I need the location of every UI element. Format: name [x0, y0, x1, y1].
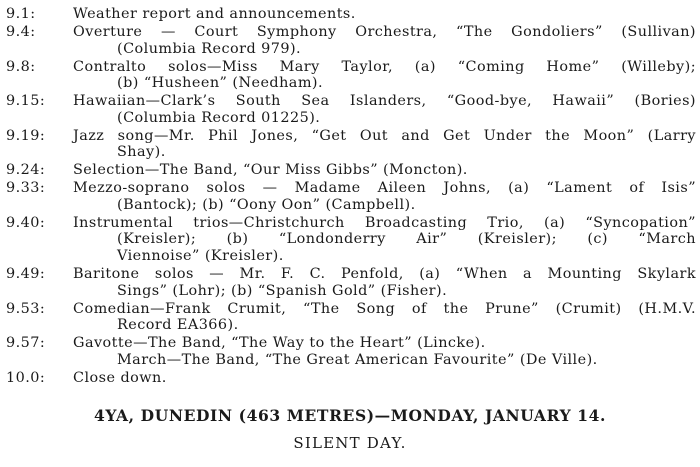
program-entry	[6, 301, 696, 334]
entry-time: 9.49:	[6, 266, 46, 283]
entry-text	[73, 24, 696, 57]
entry-line: Close down.	[73, 369, 167, 386]
entry-line: Baritone solos — Mr. F. C. Penfold, (a) “When a Mounting Skylark	[73, 266, 696, 283]
program-entry	[6, 180, 696, 213]
entry-line: (Columbia Record 01225).	[117, 109, 321, 126]
entry-line: Comedian—Frank Crumit, “The Song of the Prune” (Crumit) (H.M.V.	[73, 300, 696, 317]
entry-line: (Kreisler); (b) “Londonderry Air” (Kreisler); (c) “March	[117, 231, 696, 248]
entry-time: 10.0:	[6, 369, 46, 386]
entry-line: Instrumental trios—Christchurch Broadcasting Trio, (a) “Syncopation”	[73, 214, 696, 231]
entry-time: 9.19:	[6, 127, 46, 144]
program-listing	[6, 6, 696, 388]
entry-line: (Bantock); (b) “Oony Oon” (Campbell).	[117, 196, 416, 213]
entry-line: Overture — Court Symphony Orchestra, “The Gondoliers” (Sullivan)	[73, 23, 696, 40]
entry-text	[73, 215, 696, 265]
entry-line: Sings” (Lohr); (b) “Spanish Gold” (Fisher).	[117, 282, 448, 299]
entry-text	[73, 180, 696, 213]
entry-line: Record EA366).	[117, 317, 239, 334]
entry-time: 9.24:	[6, 162, 46, 179]
entry-time: 9.40:	[6, 214, 46, 231]
program-entry	[6, 59, 696, 92]
entry-text	[73, 301, 696, 334]
program-entry	[6, 335, 696, 368]
program-entry	[6, 266, 696, 299]
entry-text	[73, 370, 696, 387]
entry-text	[73, 335, 696, 368]
entry-time: 9.15:	[6, 93, 46, 110]
program-entry	[6, 93, 696, 126]
entry-text	[73, 59, 696, 92]
program-entry	[6, 162, 696, 179]
entry-line: Selection—The Band, “Our Miss Gibbs” (Moncton).	[73, 162, 468, 179]
entry-text	[73, 162, 696, 179]
entry-line: March—The Band, “The Great American Favourite” (De Ville).	[117, 351, 598, 368]
program-entry	[6, 370, 696, 387]
entry-text	[73, 6, 696, 23]
entry-text	[73, 128, 696, 161]
entry-line: Shay).	[117, 144, 166, 161]
entry-time: 9.53:	[6, 300, 46, 317]
entry-line: Contralto solos—Miss Mary Taylor, (a) “Coming Home” (Willeby);	[73, 58, 696, 75]
entry-time: 9.4:	[6, 23, 36, 40]
entry-time: 9.33:	[6, 180, 46, 197]
entry-line: Gavotte—The Band, “The Way to the Heart” (Lincke).	[73, 335, 486, 352]
entry-line: Viennoise” (Kreisler).	[117, 248, 284, 265]
program-entry	[6, 128, 696, 161]
program-entry	[6, 6, 696, 23]
entry-line: Hawaiian—Clark’s South Sea Islanders, “Good-bye, Hawaii” (Bories)	[73, 93, 696, 110]
entry-time: 9.1:	[6, 6, 36, 22]
program-entry	[6, 215, 696, 265]
entry-line: (Columbia Record 979).	[117, 40, 302, 57]
entry-line: Jazz song—Mr. Phil Jones, “Get Out and Get Under the Moon” (Larry	[73, 127, 696, 144]
silent-day-note: SILENT DAY.	[293, 434, 407, 452]
entry-time: 9.8:	[6, 58, 36, 75]
entry-time: 9.57:	[6, 335, 46, 352]
program-entry	[6, 24, 696, 57]
entry-line: (b) “Husheen” (Needham).	[117, 75, 324, 92]
entry-line: Weather report and announcements.	[73, 6, 356, 22]
station-heading: 4YA, DUNEDIN (463 METRES)—MONDAY, JANUARY 14.	[94, 406, 606, 425]
entry-line: Mezzo-soprano solos — Madame Aileen Johns, (a) “Lament of Isis”	[73, 180, 696, 197]
entry-text	[73, 266, 696, 299]
entry-text	[73, 93, 696, 126]
